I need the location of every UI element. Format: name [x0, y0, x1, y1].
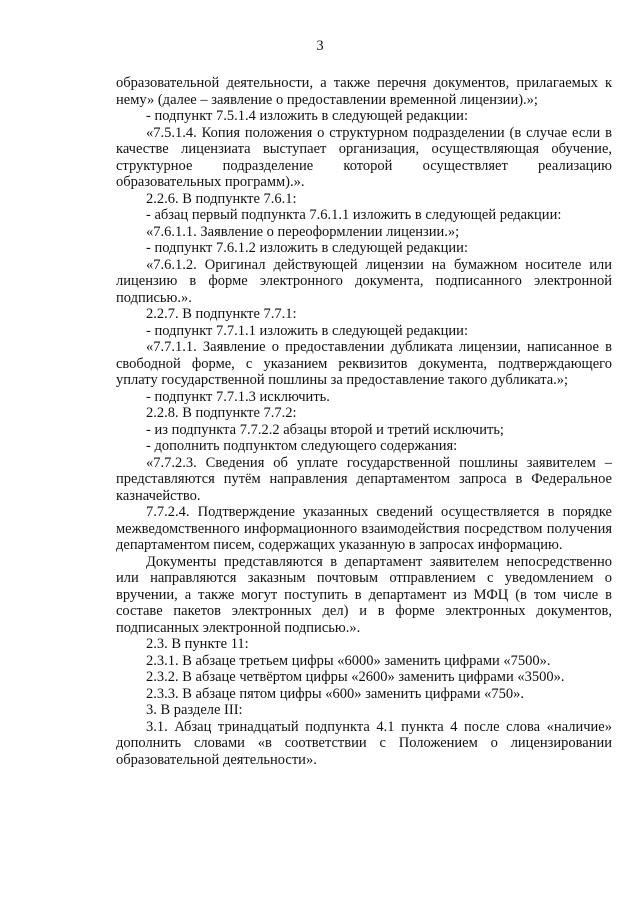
paragraph: «7.6.1.1. Заявление о переоформлении лицензии.»; [146, 223, 460, 240]
paragraph: - из подпункта 7.7.2.2 абзацы второй и третий исключить; [146, 421, 504, 438]
paragraph: 3.1. Абзац тринадцатый подпункта 4.1 пункта 4 после слова «наличие» дополнить словами «в соответствии с Положением о лицензировании образовательной деятельности». [116, 718, 612, 768]
paragraph: - подпункт 7.7.1.3 исключить. [146, 388, 330, 405]
paragraph: 2.2.6. В подпункте 7.6.1: [146, 190, 297, 207]
paragraph: - абзац первый подпункта 7.6.1.1 изложить в следующей редакции: [146, 207, 562, 223]
paragraph: 2.2.8. В подпункте 7.7.2: [146, 405, 297, 421]
document-body [116, 75, 612, 768]
paragraph: 3. В разделе III: [146, 702, 243, 718]
page-number: 3 [316, 38, 324, 54]
paragraph: 2.3. В пункте 11: [146, 636, 249, 652]
paragraph: «7.5.1.4. Копия положения о структурном подразделении (в случае если в качестве лицензиата выступает организация, осуществляющая обучение, структурное подразделение которой осуществляет реализацию образовательных программ).». [116, 124, 612, 190]
paragraph: «7.7.2.3. Сведения об уплате государственной пошлины заявителем – представляются путём направления департаментом запроса в Федеральное казначейство. [116, 454, 612, 504]
paragraph: - подпункт 7.7.1.1 изложить в следующей редакции: [146, 322, 468, 339]
paragraph: - подпункт 7.5.1.4 изложить в следующей редакции: [146, 108, 468, 124]
paragraph: 2.3.3. В абзаце пятом цифры «600» заменить цифрами «750». [146, 685, 525, 702]
paragraph: «7.7.1.1. Заявление о предоставлении дубликата лицензии, написанное в свободной форме, с указанием реквизитов документа, подтверждающего уплату государственной пошлины за предоставление такого дубликата.»; [116, 339, 612, 388]
paragraph: - дополнить подпунктом следующего содержания: [146, 438, 458, 454]
paragraph: «7.6.1.2. Оригинал действующей лицензии на бумажном носителе или лицензию в форме электронного документа, подписанного электронной подписью.». [116, 256, 612, 306]
paragraph: Документы представляются в департамент заявителем непосредственно или направляются заказным почтовым отправлением с уведомлением о вручении, а также могут поступить в департамент из МФЦ (в том числе в составе пакетов электронных дел) и в форме электронных документов, подписанных электронной подписью.». [116, 553, 612, 636]
paragraph: образовательной деятельности, а также перечня документов, прилагаемых к нему» (далее – заявление о предоставлении временной лицензии).»; [116, 75, 612, 108]
paragraph: 2.3.2. В абзаце четвёртом цифры «2600» заменить цифрами «3500». [146, 669, 565, 685]
paragraph: 7.7.2.4. Подтверждение указанных сведений осуществляется в порядке межведомственного информационного взаимодействия посредством получения департаментом писем, содержащих указанную в запросах информацию. [116, 504, 612, 553]
paragraph: 2.3.1. В абзаце третьем цифры «6000» заменить цифрами «7500». [146, 652, 551, 669]
paragraph: 2.2.7. В подпункте 7.7.1: [146, 306, 297, 322]
paragraph: - подпункт 7.6.1.2 изложить в следующей редакции: [146, 240, 468, 256]
